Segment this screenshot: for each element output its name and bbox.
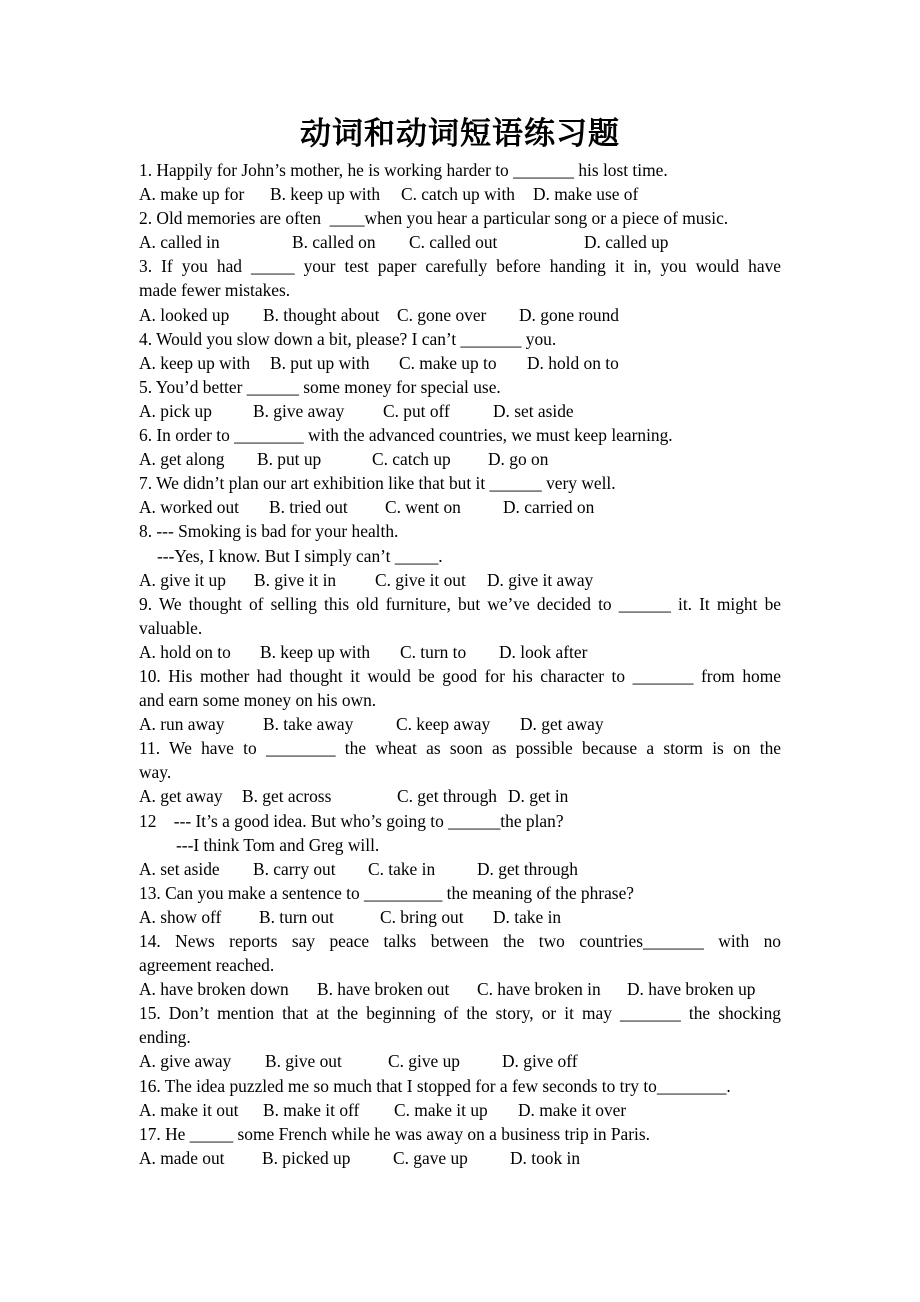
option-c: C. gone over	[397, 304, 487, 325]
option-d: D. look after	[499, 641, 588, 662]
question-10-options	[139, 712, 781, 736]
option-c: C. gave up	[393, 1147, 468, 1168]
option-b: B. get across	[242, 786, 332, 807]
option-d: D. give it away	[487, 569, 594, 590]
option-b: B. put up with	[270, 352, 370, 373]
option-c: C. give it out	[375, 569, 466, 590]
page-title: 动词和动词短语练习题	[300, 116, 620, 152]
question-5-stem: 5. You’d better ______ some money for special use.	[139, 376, 501, 397]
question-14-stem: 14. News reports say peace talks between the two countries_______ with no	[139, 931, 781, 951]
question-4-stem: 4. Would you slow down a bit, please? I can’t _______ you.	[139, 328, 557, 349]
question-9-stem: 9. We thought of selling this old furniture, but we’ve decided to ______ it. It might be	[139, 593, 781, 614]
question-9-stem-cont: valuable.	[139, 617, 203, 638]
option-c: C. called out	[409, 232, 498, 253]
question-2-options	[139, 230, 781, 254]
question-7-options	[139, 495, 781, 519]
option-b: B. keep up with	[260, 641, 371, 662]
question-12-stem: 12 --- It’s a good idea. But who’s going to ______the plan?	[139, 810, 564, 831]
option-c: C. keep away	[396, 714, 491, 735]
question-13-stem: 13. Can you make a sentence to _________ the meaning of the phrase?	[139, 882, 635, 903]
option-d: D. go on	[488, 449, 549, 470]
question-11-options	[139, 784, 781, 808]
option-b: B. give away	[253, 400, 345, 421]
question-4-options	[139, 351, 781, 375]
option-c: C. catch up	[372, 449, 451, 470]
option-c: C. have broken in	[477, 979, 601, 1000]
option-a: A. set aside	[139, 858, 220, 879]
option-d: D. gone round	[519, 304, 619, 325]
option-b: B. put up	[257, 449, 322, 470]
option-c: C. take in	[368, 858, 436, 879]
question-1-options	[139, 182, 781, 206]
question-5-options	[139, 399, 781, 423]
option-d: D. called up	[584, 232, 669, 253]
option-c: C. make it up	[394, 1099, 488, 1120]
option-c: C. turn to	[400, 641, 467, 662]
question-10-stem: 10. His mother had thought it would be good for his character to _______ from home	[139, 665, 781, 686]
question-3-options	[139, 303, 781, 327]
option-a: A. get along	[139, 449, 225, 470]
option-a: A. made out	[139, 1147, 225, 1168]
option-a: A. looked up	[139, 304, 230, 325]
option-b: B. tried out	[269, 497, 348, 518]
question-3-stem: 3. If you had _____ your test paper carefully before handing it in, you would have	[139, 256, 781, 277]
option-b: B. keep up with	[270, 184, 381, 205]
option-a: A. worked out	[139, 497, 239, 518]
question-11-stem: 11. We have to ________ the wheat as soon as possible because a storm is on the	[139, 738, 781, 759]
question-2-stem: 2. Old memories are often ____when you hear a particular song or a piece of music.	[139, 208, 729, 229]
option-a: A. make it out	[139, 1099, 239, 1120]
option-a: A. called in	[139, 232, 220, 253]
option-d: D. take in	[493, 906, 562, 927]
option-d: D. set aside	[493, 400, 574, 421]
option-c: C. put off	[383, 400, 450, 421]
question-6-stem: 6. In order to ________ with the advanced countries, we must keep learning.	[139, 425, 673, 446]
question-8-stem-cont: ---Yes, I know. But I simply can’t _____.	[157, 545, 443, 566]
option-a: A. hold on to	[139, 641, 231, 662]
option-c: C. catch up with	[401, 184, 515, 205]
option-b: B. make it off	[263, 1099, 360, 1120]
option-c: C. make up to	[399, 352, 497, 373]
question-17-stem: 17. He _____ some French while he was away on a business trip in Paris.	[139, 1123, 651, 1144]
option-b: B. give out	[265, 1051, 342, 1072]
option-b: B. carry out	[253, 858, 336, 879]
question-14-options	[139, 977, 781, 1001]
option-c: C. get through	[397, 786, 497, 807]
question-14-stem-cont: agreement reached.	[139, 955, 275, 976]
option-d: D. get through	[477, 858, 578, 879]
option-a: A. get away	[139, 786, 223, 807]
question-15-options	[139, 1049, 781, 1073]
question-16-options	[139, 1098, 781, 1122]
option-a: A. make up for	[139, 184, 245, 205]
question-7-stem: 7. We didn’t plan our art exhibition like that but it ______ very well.	[139, 473, 616, 494]
question-10-stem-cont: and earn some money on his own.	[139, 690, 377, 711]
option-b: B. take away	[263, 714, 354, 735]
question-8-stem: 8. --- Smoking is bad for your health.	[139, 521, 399, 542]
option-b: B. turn out	[259, 906, 334, 927]
question-12-options	[139, 857, 781, 881]
option-d: D. make use of	[533, 184, 639, 205]
question-3-stem-cont: made fewer mistakes.	[139, 280, 291, 301]
question-8-options	[139, 568, 781, 592]
option-c: C. went on	[385, 497, 461, 518]
option-d: D. get away	[520, 714, 604, 735]
question-15-stem: 15. Don’t mention that at the beginning of the story, or it may _______ the shocking	[139, 1003, 781, 1024]
option-a: A. pick up	[139, 400, 212, 421]
question-9-options	[139, 640, 781, 664]
question-17-options	[139, 1146, 781, 1170]
option-b: B. called on	[292, 232, 376, 253]
question-15-stem-cont: ending.	[139, 1027, 191, 1048]
worksheet	[139, 112, 781, 1170]
question-1-stem: 1. Happily for John’s mother, he is working harder to _______ his lost time.	[139, 160, 668, 180]
question-12-stem-cont: ---I think Tom and Greg will.	[176, 834, 380, 855]
option-d: D. hold on to	[527, 352, 619, 373]
option-a: A. have broken down	[139, 979, 289, 1000]
option-d: D. took in	[510, 1147, 581, 1168]
option-b: B. have broken out	[317, 979, 450, 1000]
question-11-stem-cont: way.	[139, 762, 172, 783]
option-b: B. picked up	[262, 1147, 351, 1168]
option-d: D. carried on	[503, 497, 595, 518]
option-d: D. have broken up	[627, 979, 756, 1000]
question-16-stem: 16. The idea puzzled me so much that I stopped for a few seconds to try to________.	[139, 1075, 731, 1096]
option-d: D. give off	[502, 1051, 578, 1072]
option-b: B. thought about	[263, 304, 380, 325]
option-d: D. make it over	[518, 1099, 627, 1120]
option-a: A. run away	[139, 714, 225, 735]
option-d: D. get in	[508, 786, 569, 807]
option-a: A. give it up	[139, 569, 226, 590]
option-a: A. show off	[139, 906, 222, 927]
option-b: B. give it in	[254, 569, 337, 590]
option-a: A. give away	[139, 1051, 232, 1072]
option-a: A. keep up with	[139, 352, 251, 373]
question-13-options	[139, 905, 781, 929]
option-c: C. bring out	[380, 906, 464, 927]
option-c: C. give up	[388, 1051, 460, 1072]
question-6-options	[139, 447, 781, 471]
